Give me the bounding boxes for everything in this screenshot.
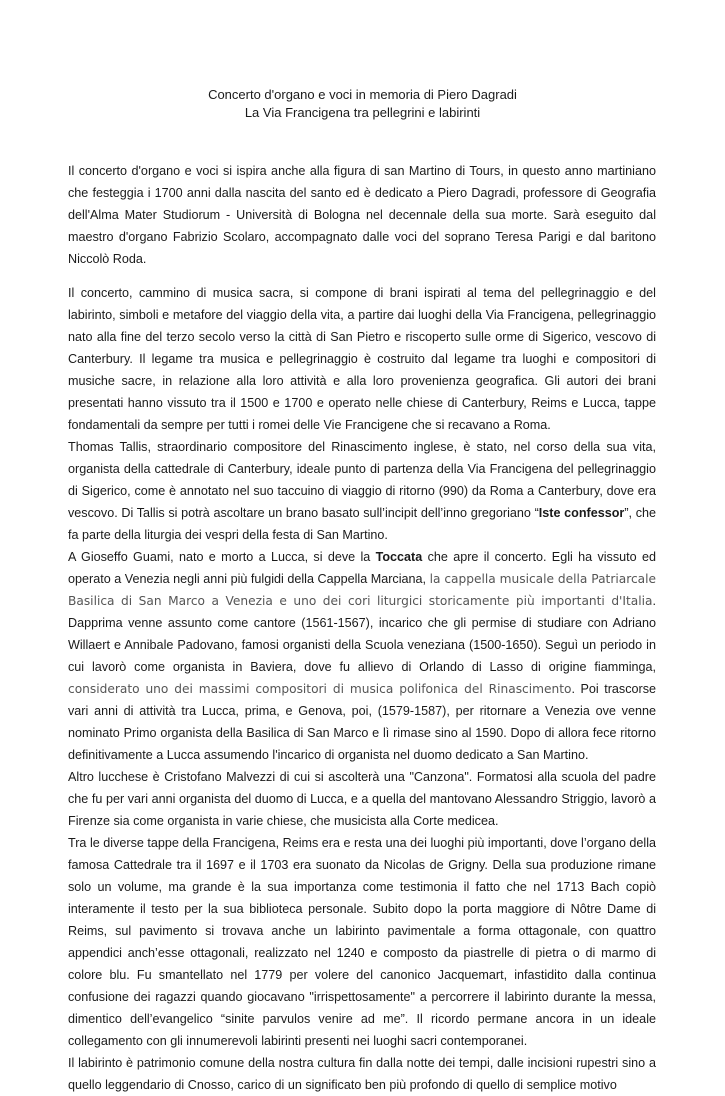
guami-text-d: . Poi trascorse vari anni di attività tra Lucca, prima, e Genova, poi, (1579-1587), per ritornare a Venezia ove venne nominato Primo organista della Basilica di San Marco e lì rimase sino al 1590. Dopo di allora fece ritorno definitivamente a Lucca assumendo l'incarico di organista nel duomo dedicato a San Martino. [68, 682, 656, 762]
tallis-hymn-title: Iste confessor [538, 506, 625, 520]
document-subtitle: La Via Francigena tra pellegrini e labirinti [244, 105, 481, 120]
guami-text-a: A Gioseffo Guami, nato e morto a Lucca, si deve la [68, 550, 376, 564]
guami-cappella-note: la cappella musicale della Patriarcale Basilica di San Marco a Venezia e uno dei cori liturgici storicamente più importanti d'Italia [68, 572, 656, 608]
document-body [68, 160, 656, 1096]
guami-toccata: Toccata [375, 550, 423, 564]
paragraph-guami [68, 546, 656, 766]
guami-text-c: . Dapprima venne assunto come cantore (1561-1567), incarico che gli permise di studiare con Adriano Willaert e Annibale Padovano, famosi organisti della Scuola veneziana (1500-1650). Seguì un periodo in cui lavorò come organista in Baviera, dove fu allievo di Orlando di Lasso di origine fiamminga, [68, 594, 656, 674]
document-title: Concerto d'organo e voci in memoria di Piero Dagradi [208, 87, 517, 102]
paragraph-tallis [68, 436, 656, 546]
guami-lasso-note: considerato uno dei massimi compositori di musica polifonica del Rinascimento [68, 682, 572, 696]
guami-text-b: che apre il concerto. Egli ha vissuto ed operato a Venezia negli anni più fulgidi della Cappella Marciana, [68, 550, 656, 586]
tallis-text-b: ”, che fa parte della liturgia dei vespri della festa di San Martino. [68, 506, 657, 542]
tallis-text-a: Thomas Tallis, straordinario compositore del Rinascimento inglese, è stato, nel corso della sua vita, organista della cattedrale di Canterbury, ideale punto di partenza della Via Francigena del pellegrinaggio di Sigerico, come è annotato nel suo taccuino di viaggio di ritorno (990) da Roma a Canterbury, dove era vescovo. Di Tallis si potrà ascoltare un brano basato sull’incipit dell’inno gregoriano “ [68, 440, 656, 520]
paragraph-labyrinth: Il labirinto è patrimonio comune della nostra cultura fin dalla notte dei tempi, dalle incisioni rupestri sino a quello leggendario di Cnosso, carico di un significato ben più profondo di quello di semplice motivo [68, 1056, 656, 1092]
paragraph-malvezzi: Altro lucchese è Cristofano Malvezzi di cui si ascolterà una "Canzona". Formatosi alla scuola del padre che fu per vari anni organista del duomo di Lucca, e a quella del mantovano Alessandro Striggio, lavorò a Firenze sia come organista in varie chiese, che musicista alla Corte medicea. [68, 770, 656, 828]
paragraph-pilgrimage: Il concerto, cammino di musica sacra, si compone di brani ispirati al tema del pellegrinaggio e del labirinto, simboli e metafore del viaggio della vita, a partire dai luoghi della Via Francigena, pellegrinaggio nato alla fine del terzo secolo verso la città di San Pietro e riscoperto sulle orme di Sigerico, vescovo di Canterbury. Il legame tra musica e pellegrinaggio è costruito dal legame tra luoghi e compositori di musiche sacre, in relazione alla loro attività e alla loro provenienza geografica. Gli autori dei brani presentati hanno vissuto tra il 1500 e 1700 e operato nelle chiese di Canterbury, Reims e Lucca, tappe fondamentali da sempre per tutti i romei delle Vie Francigene che si recavano a Roma. [68, 286, 656, 432]
paragraph-intro: Il concerto d'organo e voci si ispira anche alla figura di san Martino di Tours, in questo anno martiniano che festeggia i 1700 anni dalla nascita del santo ed è dedicato a Piero Dagradi, professore di Geografia dell'Alma Mater Studiorum - Università di Bologna nel decennale della sua morte. Sarà eseguito dal maestro d'organo Fabrizio Scolaro, accompagnato dalle voci del soprano Teresa Parigi e dal baritono Niccolò Roda. [68, 164, 656, 266]
paragraph-reims: Tra le diverse tappe della Francigena, Reims era e resta una dei luoghi più importanti, dove l’organo della famosa Cattedrale tra il 1697 e il 1703 era suonato da Nicolas de Grigny. Della sua produzione rimane solo un volume, ma grande è la sua importanza come testimonia il fatto che nel 1713 Bach copiò interamente il testo per la sua biblioteca personale. Subito dopo la porta maggiore di Nôtre Dame di Reims, sul pavimento si trovava anche un labirinto pavimentale a forma ottagonale, con quattro appendici anch’esse ottagonali, realizzato nel 1240 e composto da piastrelle di pietra o di marmo di colore blu. Fu smantellato nel 1779 per volere del canonico Jacquemart, infastidito dalla continua confusione dei ragazzi quando giocavano "irrispettosamente" a percorrere il labirinto durante la messa, dimentico dell’evangelico “sinite parvulos venire ad me”. Il ricordo permane ancora in un ideale collegamento con gli innumerevoli labirinti presenti nei luoghi sacri contemporanei. [68, 836, 656, 1048]
